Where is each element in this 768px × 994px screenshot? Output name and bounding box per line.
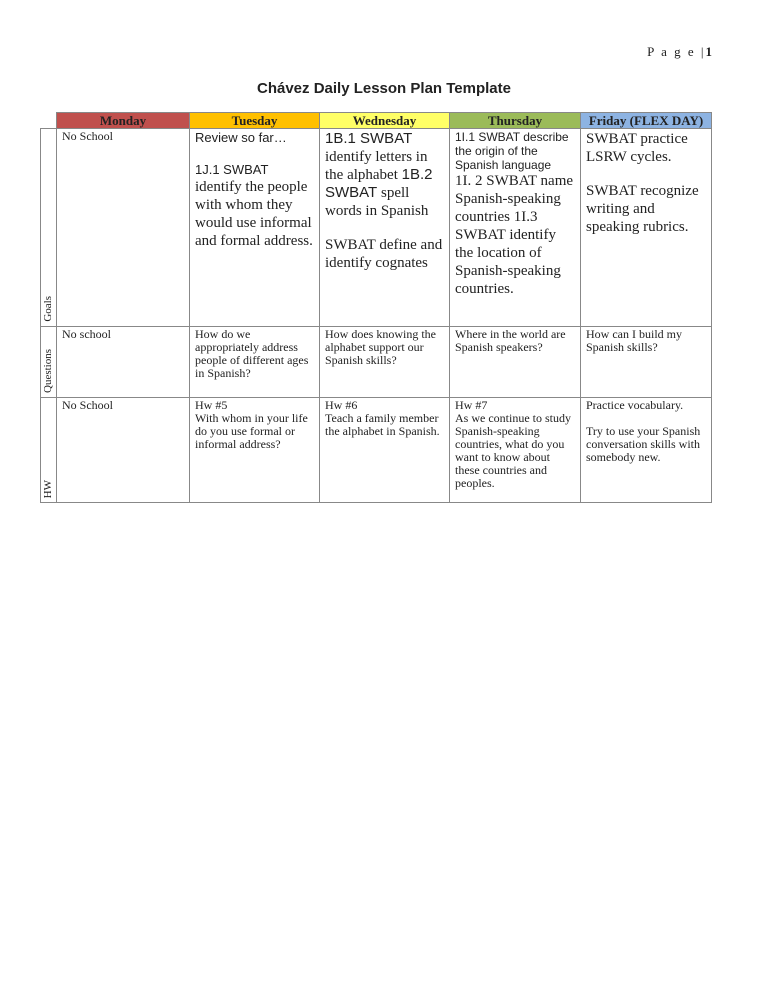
goal-text: SWBAT recognize writing and speaking rubrics. — [586, 183, 699, 235]
goals-wednesday — [320, 129, 450, 327]
hw-wednesday — [320, 398, 450, 503]
row-label-hw: HW — [41, 398, 57, 503]
lesson-plan-table — [40, 112, 712, 503]
question-monday: No school — [57, 327, 190, 398]
hw-text: Teach a family member the alphabet in Spanish. — [325, 411, 440, 438]
goals-friday — [581, 129, 712, 327]
goal-text: 1B.1 SWBAT — [325, 130, 413, 147]
goals-row — [41, 129, 712, 327]
hw-title: Hw #7 — [455, 398, 488, 412]
document-title: Chávez Daily Lesson Plan Template — [257, 80, 511, 97]
goals-monday: No School — [57, 129, 190, 327]
header-thursday: Thursday — [450, 113, 581, 129]
goal-text: 1I. 2 SWBAT name Spanish-speaking countries 1I.3 SWBAT identify the location of Spanish-speaking countries. — [455, 173, 574, 297]
goals-tuesday — [190, 129, 320, 327]
hw-text: As we continue to study Spanish-speaking countries, what do you want to know about these countries and peoples. — [455, 411, 571, 490]
goal-text: 1B.2 SWBAT — [325, 166, 433, 201]
row-label-goals: Goals — [41, 129, 57, 327]
hw-row — [41, 398, 712, 503]
questions-row — [41, 327, 712, 398]
row-label-questions: Questions — [41, 327, 57, 398]
page-label: P a g e — [647, 44, 696, 59]
question-tuesday: How do we appropriately address people of different ages in Spanish? — [190, 327, 320, 398]
hw-title: Hw #5 — [195, 398, 228, 412]
header-wednesday: Wednesday — [320, 113, 450, 129]
hw-friday — [581, 398, 712, 503]
hw-title: Hw #6 — [325, 398, 358, 412]
page-number-value: 1 — [705, 44, 712, 59]
goal-text: spell words in Spanish — [325, 185, 429, 219]
goals-thursday — [450, 129, 581, 327]
goal-text: SWBAT define and identify cognates — [325, 237, 443, 271]
goal-text: Review so far… — [195, 130, 287, 145]
corner-cell — [41, 113, 57, 129]
hw-text: Try to use your Spanish conversation skills with somebody new. — [586, 424, 701, 464]
question-wednesday: How does knowing the alphabet support our Spanish skills? — [320, 327, 450, 398]
goal-text: identify letters in the alphabet — [325, 149, 428, 183]
hw-tuesday — [190, 398, 320, 503]
goal-text: 1I.1 SWBAT describe the origin of the Spanish language — [455, 130, 569, 172]
hw-monday: No School — [57, 398, 190, 503]
question-thursday: Where in the world are Spanish speakers? — [450, 327, 581, 398]
header-monday: Monday — [57, 113, 190, 129]
header-friday: Friday (FLEX DAY) — [581, 113, 712, 129]
page-number: P a g e |1 — [647, 44, 712, 59]
hw-thursday — [450, 398, 581, 503]
goal-text: 1J.1 SWBAT — [195, 162, 269, 177]
goal-text: identify the people with whom they would use informal and formal address. — [195, 179, 313, 249]
hw-text: With whom in your life do you use formal or informal address? — [195, 411, 308, 451]
goal-text: SWBAT practice LSRW cycles. — [586, 131, 688, 165]
header-tuesday: Tuesday — [190, 113, 320, 129]
hw-text: Practice vocabulary. — [586, 398, 684, 412]
question-friday: How can I build my Spanish skills? — [581, 327, 712, 398]
